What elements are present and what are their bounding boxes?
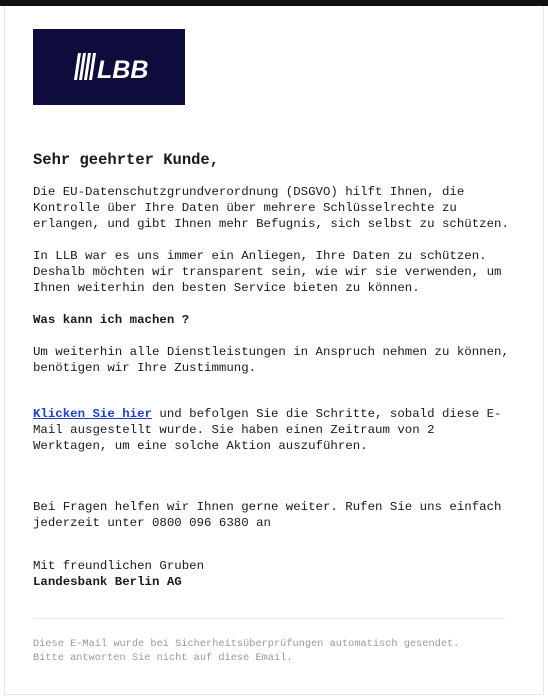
cta-instructions-text: und befolgen Sie die Schritte, sobald diese E-Mail ausgestellt wurde. Sie haben einen Zeitraum von 2 Werktagen, um eine solche Aktion auszuführen. [33,407,502,453]
email-body [33,150,513,590]
subheading-what-can-i-do: Was kann ich machen ? [33,313,190,327]
paragraph-dsgvo: Die EU-Datenschutzgrundverordnung (DSGVO) hilft Ihnen, die Kontrolle über Ihre Daten über mehrere Schlüsselrechte zu erlangen, und gibt Ihnen mehr Befugnis, sich selbst zu schützen. [33,185,509,231]
footer-divider [33,618,505,619]
paragraph-transparency: In LLB war es uns immer ein Anliegen, Ihre Daten zu schützen. Deshalb möchten wir transparent sein, wie wir sie verwenden, um Ihnen weiterhin den besten Service bieten zu können. [33,249,502,295]
logo-text: LBB [97,56,149,84]
greeting-heading: Sehr geehrter Kunde, [33,151,220,169]
footer-line-no-reply: Bitte antworten Sie nicht auf diese Email. [33,652,293,664]
paragraph-cta [33,406,513,454]
paragraph-consent: Um weiterhin alle Dienstleistungen in Anspruch nehmen zu können, benötigen wir Ihre Zustimmung. [33,345,509,375]
footer-line-auto-sent: Diese E-Mail wurde bei Sicherheitsüberprüfungen automatisch gesendet. [33,638,460,650]
paragraph-contact: Bei Fragen helfen wir Ihnen gerne weiter. Rufen Sie uns einfach jederzeit unter 0800 096 6380 an [33,500,502,530]
lbb-logo-mark [33,29,185,105]
lbb-logo [33,29,185,105]
click-here-link[interactable]: Klicken Sie hier [33,407,152,421]
closing-text: Mit freundlichen Gruben [33,559,205,573]
signature-bank-name: Landesbank Berlin AG [33,575,182,589]
email-footer [33,637,513,665]
